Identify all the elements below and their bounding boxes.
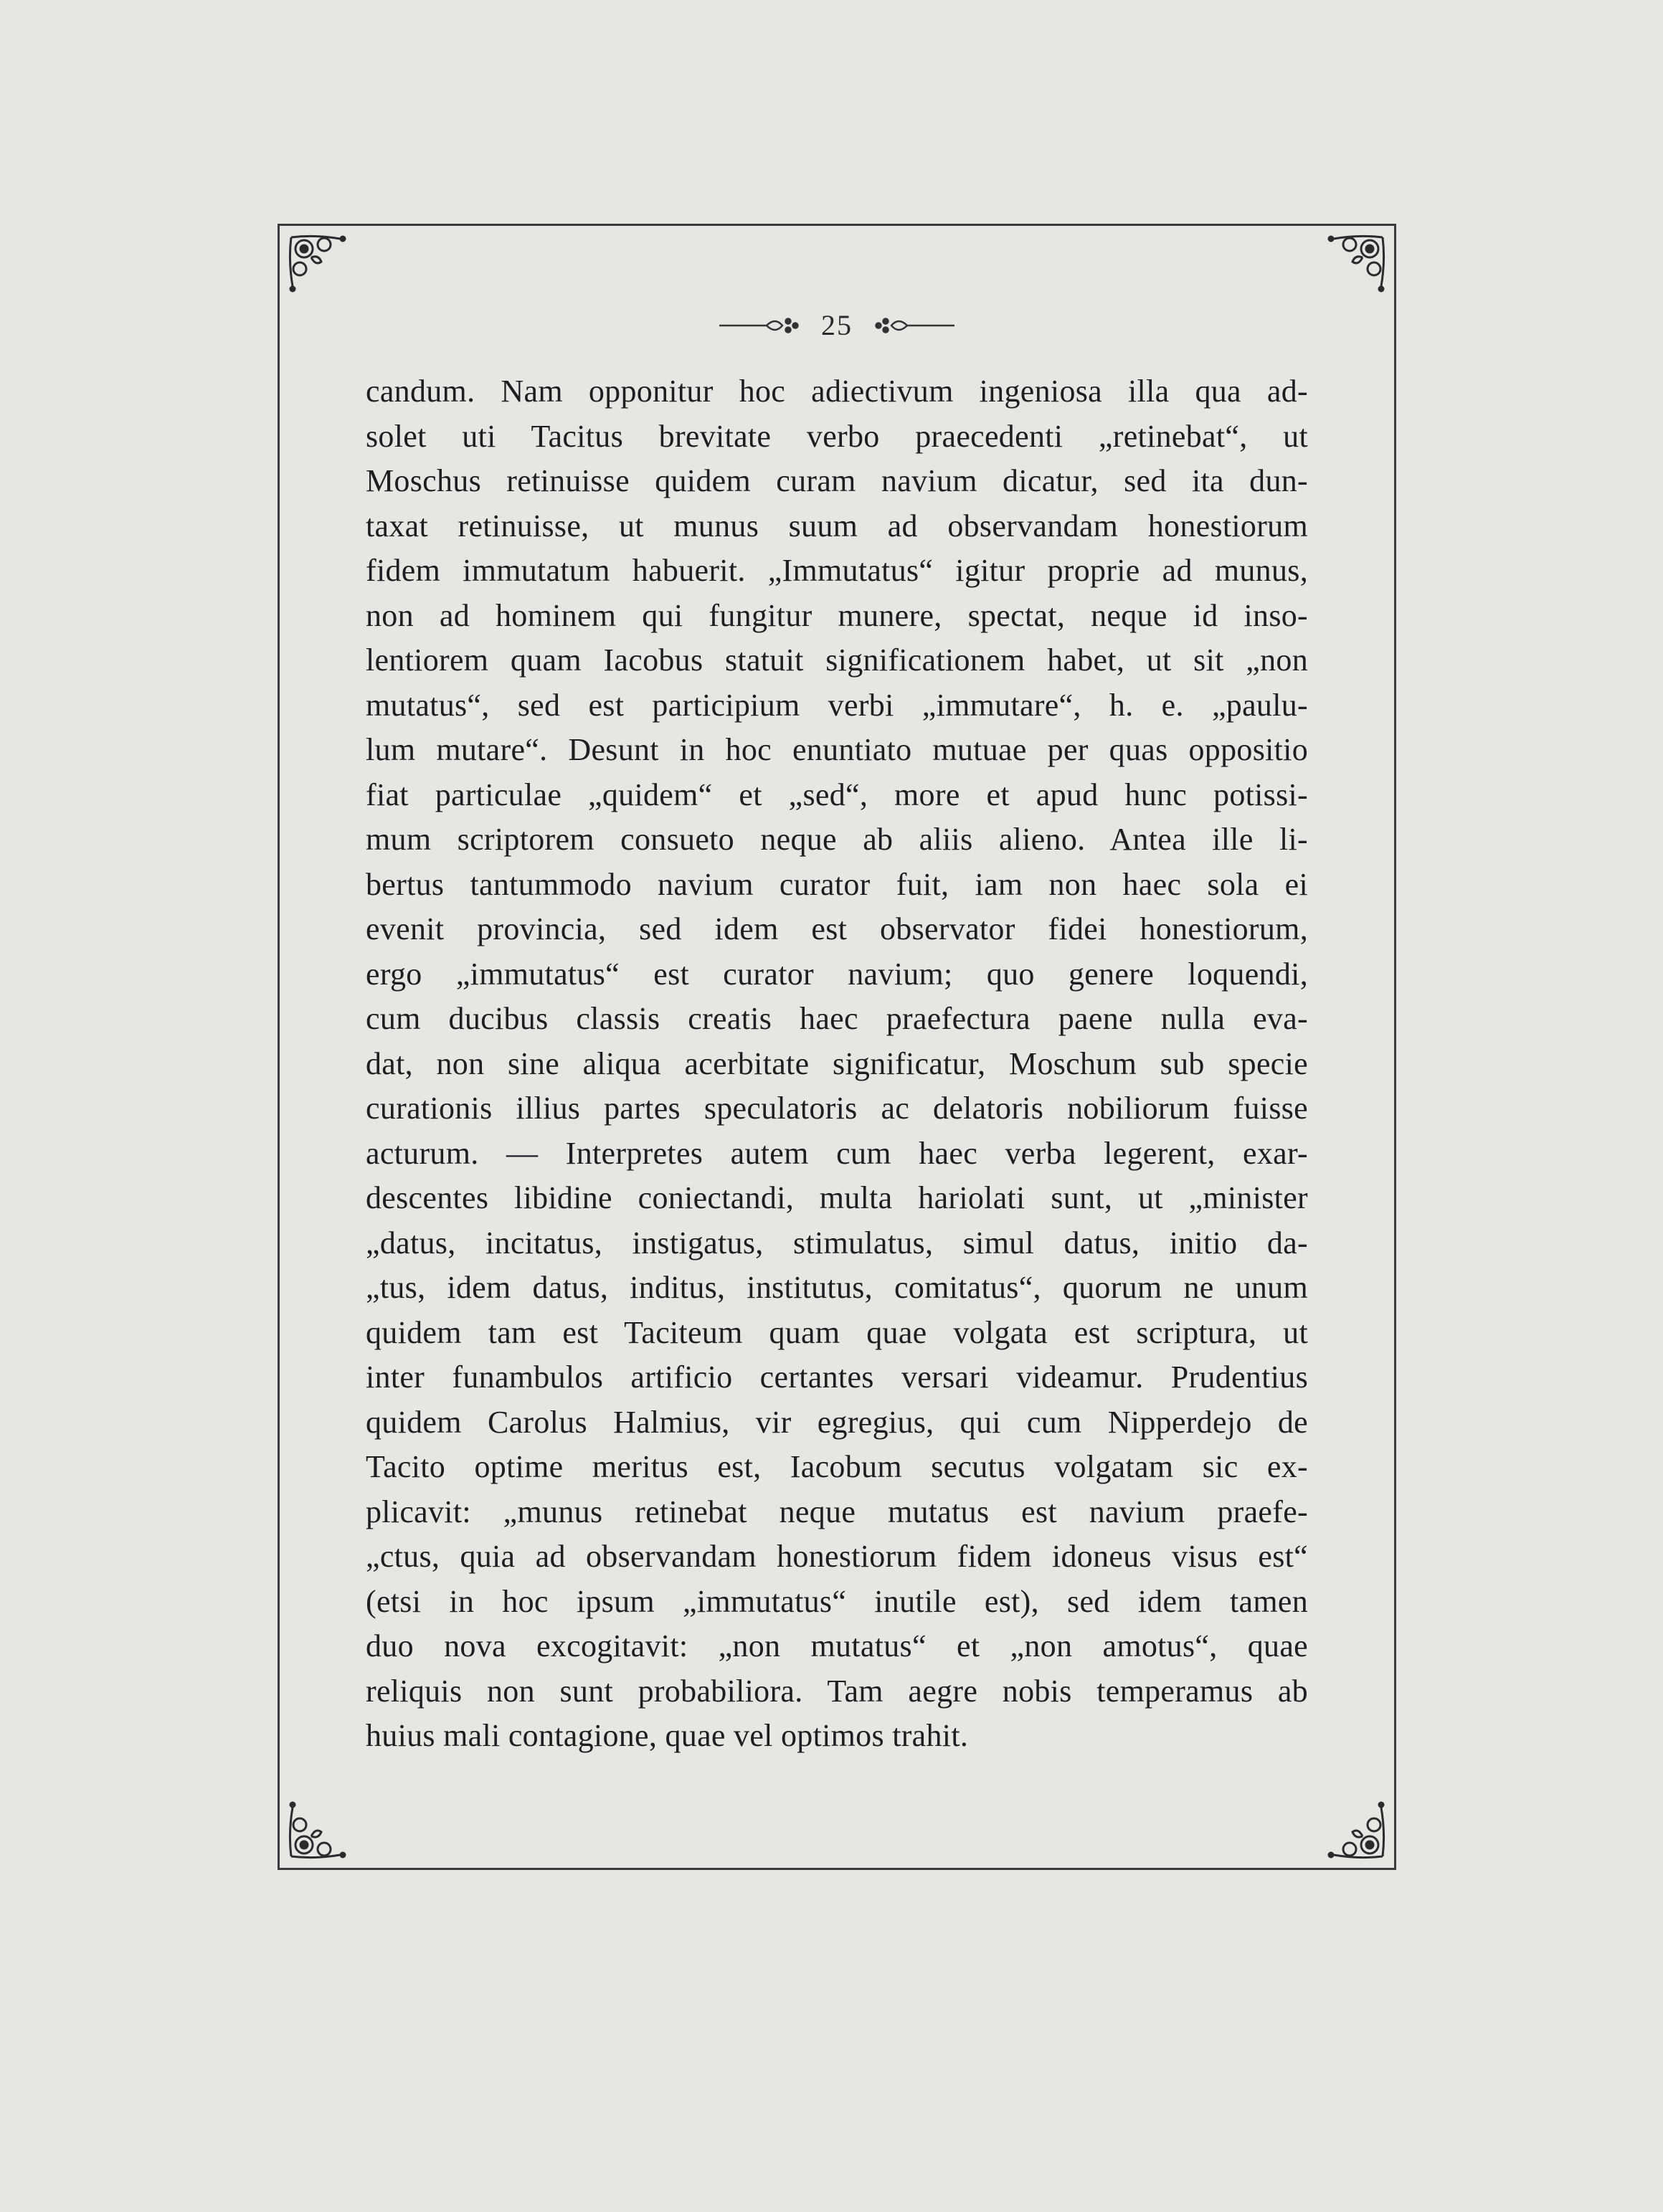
- text-line: solet uti Tacitus brevitate verbo praecedenti „retinebat“, ut: [366, 418, 1308, 454]
- text-line: fidem immutatum habuerit. „Immutatus“ igitur proprie ad munus,: [366, 553, 1308, 588]
- text-line: lentiorem quam Iacobus statuit significationem habet, ut sit „non: [366, 642, 1308, 678]
- text-line: lum mutare“. Desunt in hoc enuntiato mutuae per quas oppositio: [366, 732, 1308, 767]
- text-line: curationis illius partes speculatoris ac delatoris nobiliorum fuisse: [366, 1091, 1308, 1126]
- text-line: Tacito optime meritus est, Iacobum secutus volgatam sic ex-: [366, 1449, 1308, 1484]
- right-fleuron-icon: [871, 314, 957, 336]
- text-line: mutatus“, sed est participium verbi „immutare“, h. e. „paulu-: [366, 687, 1308, 723]
- text-line: reliquis non sunt probabiliora. Tam aegre nobis temperamus ab: [366, 1673, 1308, 1709]
- text-line: Moschus retinuisse quidem curam navium dicatur, sed ita dun-: [366, 463, 1308, 498]
- text-line: quidem Carolus Halmius, vir egregius, qui cum Nipperdejo de: [366, 1404, 1308, 1440]
- text-line: „datus, incitatus, instigatus, stimulatus, simul datus, initio da-: [366, 1225, 1308, 1261]
- page-number: 25: [821, 308, 853, 341]
- corner-ornament-icon: [1312, 229, 1391, 308]
- corner-ornament-icon: [283, 229, 361, 308]
- text-line: inter funambulos artificio certantes versari videamur. Prudentius: [366, 1359, 1308, 1395]
- text-line: huius mali contagione, quae vel optimos trahit.: [366, 1718, 969, 1753]
- body-text: [366, 369, 1308, 1759]
- text-line: candum. Nam opponitur hoc adiectivum ingeniosa illa qua ad-: [366, 374, 1308, 409]
- text-line: duo nova excogitavit: „non mutatus“ et „non amotus“, quae: [366, 1628, 1308, 1663]
- page-header: [280, 303, 1394, 346]
- text-line: descentes libidine coniectandi, multa hariolati sunt, ut „minister: [366, 1180, 1308, 1215]
- text-line: evenit provincia, sed idem est observator fidei honestiorum,: [366, 911, 1308, 946]
- corner-ornament-icon: [1312, 1786, 1391, 1865]
- text-line: taxat retinuisse, ut munus suum ad observandam honestiorum: [366, 508, 1308, 543]
- page-frame: [278, 224, 1396, 1870]
- corner-ornament-icon: [283, 1786, 361, 1865]
- text-line: cum ducibus classis creatis haec praefectura paene nulla eva-: [366, 1001, 1308, 1036]
- text-line: bertus tantummodo navium curator fuit, iam non haec sola ei: [366, 866, 1308, 902]
- text-line: non ad hominem qui fungitur munere, spectat, neque id inso-: [366, 597, 1308, 633]
- text-line: acturum. — Interpretes autem cum haec verba legerent, exar-: [366, 1135, 1308, 1171]
- text-line: quidem tam est Taciteum quam quae volgata est scriptura, ut: [366, 1314, 1308, 1350]
- text-line: dat, non sine aliqua acerbitate significatur, Moschum sub specie: [366, 1045, 1308, 1081]
- text-line: „ctus, quia ad observandam honestiorum fidem idoneus visus est“: [366, 1539, 1308, 1574]
- text-line: fiat particulae „quidem“ et „sed“, more et apud hunc potissi-: [366, 777, 1308, 812]
- text-line: (etsi in hoc ipsum „immutatus“ inutile est), sed idem tamen: [366, 1583, 1308, 1619]
- text-line: plicavit: „munus retinebat neque mutatus est navium praefe-: [366, 1494, 1308, 1529]
- text-line: ergo „immutatus“ est curator navium; quo genere loquendi,: [366, 956, 1308, 992]
- text-line: „tus, idem datus, inditus, institutus, comitatus“, quorum ne unum: [366, 1270, 1308, 1305]
- left-fleuron-icon: [716, 314, 802, 336]
- text-line: mum scriptorem consueto neque ab aliis alieno. Antea ille li-: [366, 822, 1308, 857]
